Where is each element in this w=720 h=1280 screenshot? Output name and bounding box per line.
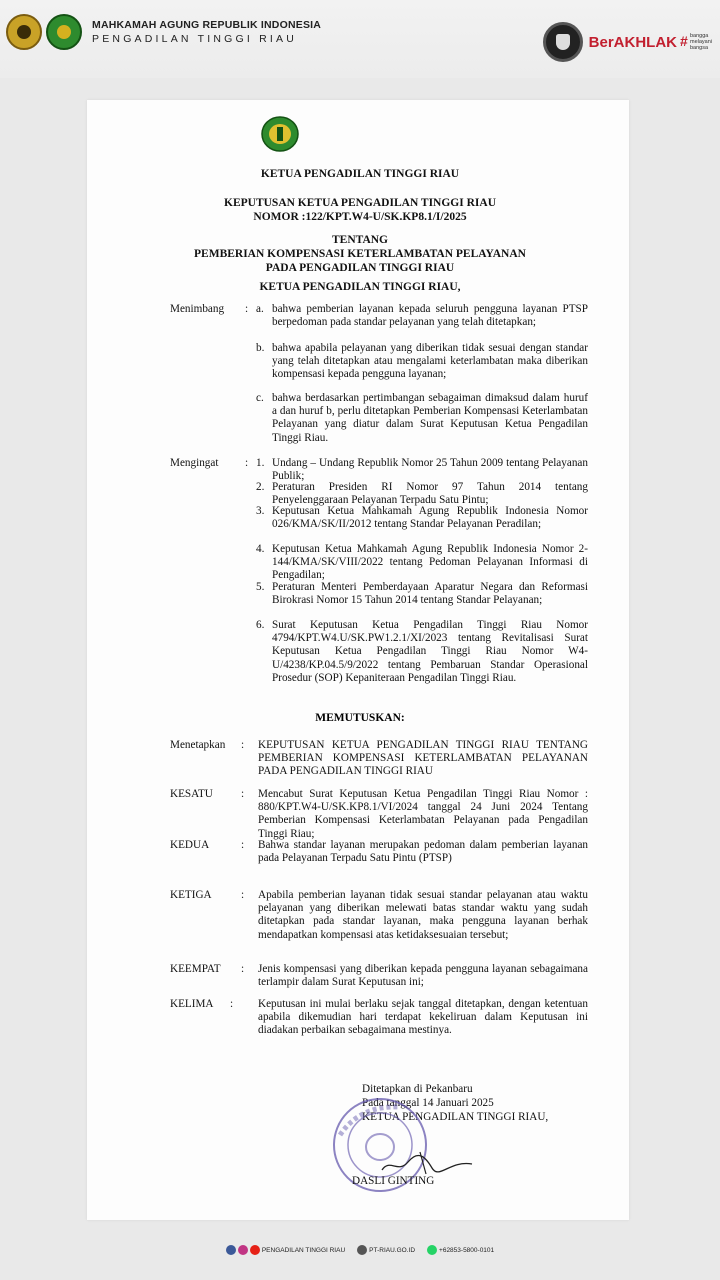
ketua-heading: KETUA PENGADILAN TINGGI RIAU: [260, 168, 460, 180]
item-text: bahwa apabila pelayanan yang diberikan tidak sesuai dengan standar yang telah ditetapkan atau mengalami keterlambatan maka diberikan kompensasi kepada pengguna layanan;: [272, 342, 588, 381]
globe-icon: [357, 1245, 367, 1255]
website-text: PT-RIAU.GO.ID: [369, 1246, 416, 1254]
subject-block: [0, 233, 720, 275]
footer-contacts: [0, 1245, 720, 1255]
item-text: Keputusan Ketua Mahkamah Agung Republik Indonesia Nomor 026/KMA/SK/II/2012 tentang Standar Pelayanan Peradilan;: [272, 505, 588, 531]
kesatu-label: KESATU: [170, 788, 213, 800]
colon: :: [245, 457, 249, 469]
colon: :: [241, 889, 245, 901]
colon: :: [241, 963, 245, 975]
colon: :: [245, 303, 249, 315]
kedua-label: KEDUA: [170, 839, 210, 851]
court-emblem-icon: [260, 115, 300, 153]
colon: :: [230, 998, 234, 1010]
mengingat-item: [256, 505, 588, 531]
facebook-icon[interactable]: [226, 1245, 236, 1255]
colon: :: [241, 788, 245, 800]
keempat-label: KEEMPAT: [170, 963, 221, 975]
kesatu-text: Mencabut Surat Keputusan Ketua Pengadilan Tinggi Riau Nomor : 880/KPT.W4-U/SK.KP8.1/VI/2024 tanggal 24 Juni 2024 Tentang Pemberian Kompensasi Keterlambatan Pelayanan pada Pengadilan Tinggi Riau;: [258, 788, 588, 840]
memutuskan-heading: MEMUTUSKAN:: [315, 712, 405, 724]
item-mark: 2.: [256, 481, 265, 493]
item-text: Surat Keputusan Ketua Pengadilan Tinggi Riau Nomor 4794/KPT.W4.U/SK.PW1.2.1/XI/2023 tentang Revitalisasi Surat Keputusan Ketua Pengadilan Tinggi Riau Nomor W4-U/4238/KP.04.5/9/2022 tentang Pembaruan Standar Operasional Prosedur (SOP) Kepaniteraan Pengadilan Tinggi Riau.: [272, 619, 588, 684]
item-text: Peraturan Presiden RI Nomor 97 Tahun 2014 tentang Penyelenggaraan Pelayanan Terpadu Satu Pintu;: [272, 481, 588, 507]
item-text: Undang – Undang Republik Nomor 25 Tahun 2009 tentang Pelayanan Publik;: [272, 457, 588, 483]
menimbang-label: Menimbang: [170, 303, 225, 315]
header-bar: [0, 0, 720, 78]
menetapkan-label: Menetapkan: [170, 739, 226, 751]
social-handle: PENGADILAN TINGGI RIAU: [261, 1246, 346, 1254]
tagline-line: # bangga: [689, 33, 709, 39]
corpri-badge-icon: [543, 22, 583, 62]
mengingat-item: [256, 543, 588, 583]
mengingat-item: [256, 581, 588, 607]
pengadilan-emblem-icon: [46, 14, 82, 50]
tentang-label: TENTANG: [331, 234, 389, 246]
menimbang-item: [256, 392, 588, 445]
institution-logo: [6, 14, 321, 50]
mengingat-item: [256, 619, 588, 685]
mengingat-label: Mengingat: [170, 457, 219, 469]
berakhlak-text: BerAKHLAK: [588, 33, 677, 51]
item-mark: 1.: [256, 457, 265, 469]
ketua-preamble: KETUA PENGADILAN TINGGI RIAU,: [259, 281, 461, 293]
social-links[interactable]: [226, 1245, 345, 1255]
menimbang-item: [256, 342, 588, 382]
item-text: Peraturan Menteri Pemberdayaan Aparatur Negara dan Reformasi Birokrasi Nomor 15 Tahun 2014 tentang Standar Pelayanan;: [272, 581, 588, 607]
mengingat-item: [256, 481, 588, 507]
item-mark: c.: [256, 392, 264, 404]
ketiga-text: Apabila pemberian layanan tidak sesuai standar pelayanan atau waktu pelayanan yang diberikan melewati batas standar waktu yang sudah ditetapkan pada standar layanan, maka pengguna layanan berhak mendapatkan kompensasi atas ketidaksesuaian tersebut;: [258, 889, 588, 941]
court-name: PENGADILAN TINGGI RIAU: [92, 33, 297, 45]
tagline-line: bangsa: [689, 45, 709, 51]
sign-title: KETUA PENGADILAN TINGGI RIAU,: [362, 1111, 549, 1123]
item-text: bahwa pemberian layanan kepada seluruh pengguna layanan PTSP berpedoman pada standar pelayanan yang telah ditetapkan;: [272, 303, 588, 329]
item-text: Keputusan Ketua Mahkamah Agung Republik Indonesia Nomor 2-144/KMA/SK/VIII/2022 tentang Pedoman Pelayanan Informasi di Pengadilan;: [272, 543, 588, 582]
institution-name: MAHKAMAH AGUNG REPUBLIK INDONESIA: [92, 19, 322, 31]
mengingat-item: [256, 457, 588, 483]
ditetapkan-place: Ditetapkan di Pekanbaru: [362, 1083, 473, 1095]
bangga-melayani-tagline: [680, 33, 712, 51]
website-link[interactable]: [357, 1245, 415, 1255]
item-mark: 5.: [256, 581, 265, 593]
decree-number: NOMOR :122/KPT.W4-U/SK.KP8.1/I/2025: [253, 211, 467, 223]
decree-title: KEPUTUSAN KETUA PENGADILAN TINGGI RIAU: [224, 197, 496, 209]
colon: :: [241, 739, 245, 751]
mahkamah-emblem-icon: [6, 14, 42, 50]
ditetapkan-date: Pada tanggal 14 Januari 2025: [362, 1097, 494, 1109]
keempat-text: Jenis kompensasi yang diberikan kepada pengguna layanan sebagaimana terlampir dalam Surat Keputusan ini;: [258, 963, 588, 989]
tagline-line: melayani: [689, 39, 712, 45]
item-mark: 4.: [256, 543, 265, 555]
signer-name: DASLI GINTING: [352, 1175, 435, 1187]
kelima-label: KELIMA: [170, 998, 214, 1010]
item-mark: 3.: [256, 505, 265, 517]
kelima-text: Keputusan ini mulai berlaku sejak tanggal ditetapkan, dengan ketentuan apabila dikemudian hari terdapat kekeliruan dalam Keputusan ini diadakan perbaikan sebagaimana mestinya.: [258, 998, 588, 1037]
decree-title-block: [0, 196, 720, 224]
item-mark: b.: [256, 342, 265, 354]
signature-icon: [380, 1148, 475, 1178]
phone-text: +62853-5800-0101: [439, 1246, 495, 1254]
item-text: bahwa berdasarkan pertimbangan sebagaiman dimaksud dalam huruf a dan huruf b, perlu ditetapkan Pemberian Kompensasi Keterlambatan Pelayanan yang diatur dalam Surat Keputusan Ketua Pengadilan Tinggi Riau.: [272, 392, 588, 444]
ketiga-label: KETIGA: [170, 889, 212, 901]
colon: :: [241, 839, 245, 851]
whatsapp-icon: [427, 1245, 437, 1255]
item-mark: a.: [256, 303, 264, 315]
instagram-icon[interactable]: [238, 1245, 248, 1255]
menimbang-item: [256, 303, 588, 329]
youtube-icon[interactable]: [250, 1245, 260, 1255]
menetapkan-text: KEPUTUSAN KETUA PENGADILAN TINGGI RIAU TENTANG PEMBERIAN KOMPENSASI KETERLAMBATAN PELAYANAN PADA PENGADILAN TINGGI RIAU: [258, 739, 588, 778]
kedua-text: Bahwa standar layanan merupakan pedoman dalam pemberian layanan pada Pelayanan Terpadu Satu Pintu (PTSP): [258, 839, 588, 865]
subject-line: PEMBERIAN KOMPENSASI KETERLAMBATAN PELAYANAN: [194, 248, 526, 260]
item-mark: 6.: [256, 619, 265, 631]
subject-line: PADA PENGADILAN TINGGI RIAU: [265, 262, 455, 274]
phone-link[interactable]: [427, 1245, 494, 1255]
berakhlak-logo: [543, 22, 712, 62]
